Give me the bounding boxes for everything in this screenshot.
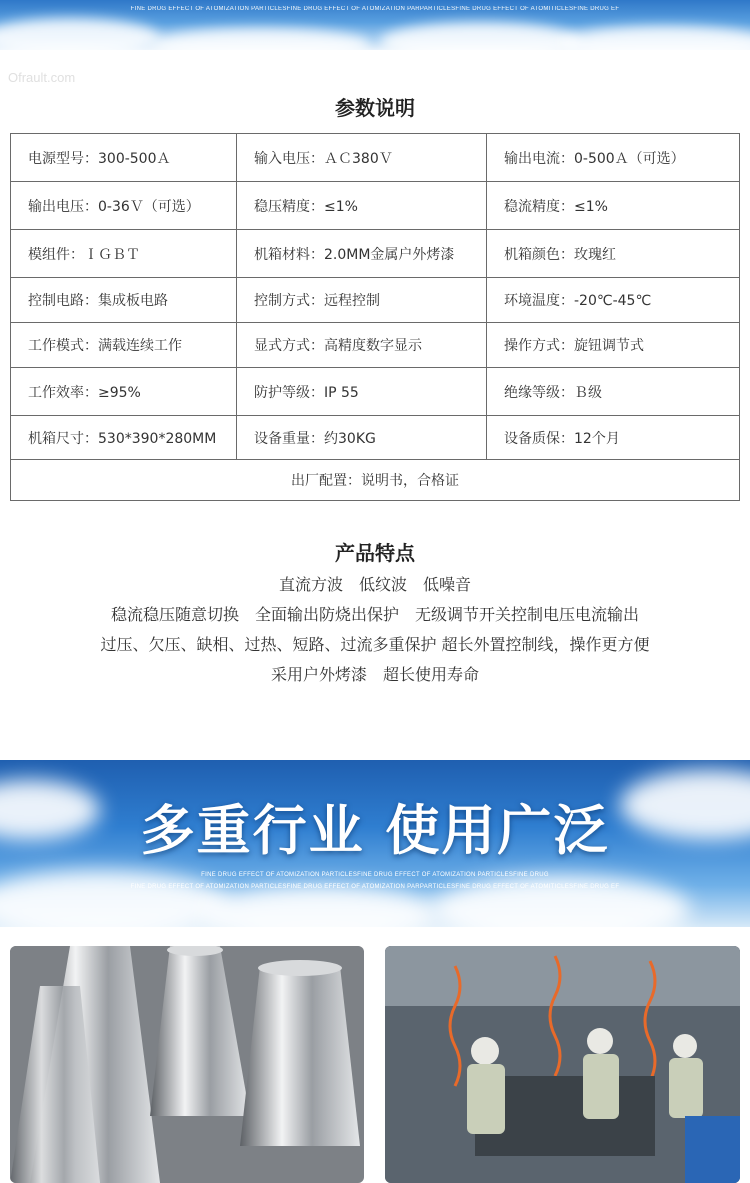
- feature-line: 直流方波 低纹波 低噪音: [278, 575, 471, 594]
- spec-cell: 电源型号：300-500Ａ: [11, 134, 237, 182]
- spec-cell: 输入电压：ＡＣ380Ｖ: [237, 134, 487, 182]
- industry-headline: 多重行业 使用广泛: [140, 799, 610, 862]
- stainless-hopper-photo: [10, 946, 364, 1183]
- stainless-hopper-illustration: [10, 946, 364, 1183]
- factory-illustration: [385, 946, 740, 1183]
- feature-line: 过压、欠压、缺相、过热、短路、过流多重保护 超长外置控制线，操作更方便: [100, 635, 650, 654]
- spec-cell: 绝缘等级：Ｂ级: [487, 368, 740, 416]
- industry-banner: [0, 760, 750, 927]
- spec-row: [11, 182, 740, 230]
- spec-row: [11, 368, 740, 416]
- watermark: Ofrault.com: [8, 70, 76, 85]
- spec-row: [11, 278, 740, 323]
- spec-footer-row: [11, 460, 740, 501]
- specs-table: [10, 133, 740, 501]
- spec-cell: 工作效率：≥95%: [11, 368, 237, 416]
- spec-cell: 设备重量：约30KG: [237, 416, 487, 460]
- factory-workers-photo: [385, 946, 740, 1183]
- spec-row: [11, 323, 740, 368]
- spec-cell: 环境温度：-20℃-45℃: [487, 278, 740, 323]
- spec-cell: 输出电压：0-36Ｖ（可选）: [11, 182, 237, 230]
- spec-cell: 机箱材料：2.0MM金属户外烤漆: [237, 230, 487, 278]
- specs-title: 参数说明: [335, 96, 415, 120]
- spec-row: [11, 230, 740, 278]
- spec-cell: 显式方式：高精度数字显示: [237, 323, 487, 368]
- spec-cell: 机箱颜色：玫瑰红: [487, 230, 740, 278]
- spec-cell: 工作模式：满载连续工作: [11, 323, 237, 368]
- top-banner-tagline: FINE DRUG EFFECT OF ATOMIZATION PARTICLESFINE DRUG EFFECT OF ATOMIZATION PARPARTICLESFINE DRUG EFFECT OF ATOMITICLESFINE DRUG EF: [130, 6, 620, 12]
- industry-tagline-2: FINE DRUG EFFECT OF ATOMIZATION PARTICLESFINE DRUG EFFECT OF ATOMIZATION PARPARTICLESFINE DRUG EFFECT OF ATOMITICLESFINE DRUG EF: [130, 884, 620, 890]
- spec-footer-cell: 出厂配置：说明书，合格证: [11, 460, 740, 501]
- spec-cell: 控制方式：远程控制: [237, 278, 487, 323]
- spec-row: [11, 416, 740, 460]
- top-sky-banner: [0, 0, 750, 50]
- spec-row: [11, 134, 740, 182]
- features-list: [0, 570, 750, 690]
- feature-line: 稳流稳压随意切换 全面输出防烧出保护 无级调节开关控制电压电流输出: [110, 605, 639, 624]
- spec-cell: 控制电路：集成板电路: [11, 278, 237, 323]
- spec-cell: 设备质保：12个月: [487, 416, 740, 460]
- features-title: 产品特点: [335, 541, 415, 565]
- spec-cell: 稳压精度：≤1%: [237, 182, 487, 230]
- feature-line: 采用户外烤漆 超长使用寿命: [270, 665, 479, 684]
- industry-tagline-1: FINE DRUG EFFECT OF ATOMIZATION PARTICLESFINE DRUG EFFECT OF ATOMIZATION PARTICLESFINE DRUG: [201, 872, 549, 878]
- spec-cell: 操作方式：旋钮调节式: [487, 323, 740, 368]
- spec-cell: 输出电流：0-500Ａ（可选）: [487, 134, 740, 182]
- spec-cell: 机箱尺寸：530*390*280MM: [11, 416, 237, 460]
- spec-cell: 防护等级：IP 55: [237, 368, 487, 416]
- spec-cell: 模组件：ＩＧＢＴ: [11, 230, 237, 278]
- spec-cell: 稳流精度：≤1%: [487, 182, 740, 230]
